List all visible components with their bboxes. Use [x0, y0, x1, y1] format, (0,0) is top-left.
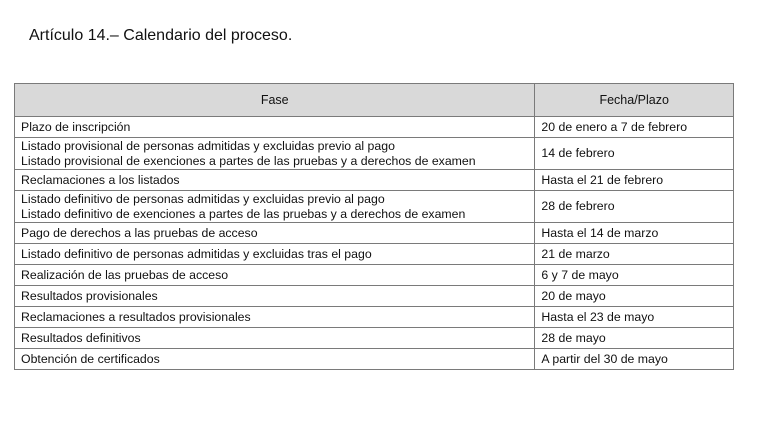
- cell-fase: [15, 191, 535, 223]
- table-row: [15, 244, 734, 265]
- fase-text: Pago de derechos a las pruebas de acceso: [21, 225, 258, 240]
- cell-fecha-plazo: Hasta el 21 de febrero: [535, 170, 734, 191]
- table-row: [15, 349, 734, 370]
- cell-fecha-plazo: 21 de marzo: [535, 244, 734, 265]
- table-row: [15, 138, 734, 170]
- cell-fase: [15, 286, 535, 307]
- fase-text: Listado provisional de personas admitidas y excluidas previo al pago: [21, 139, 395, 153]
- table-row: [15, 191, 734, 223]
- cell-fase: [15, 223, 535, 244]
- cell-fase: [15, 244, 535, 265]
- cell-fecha-plazo: 28 de mayo: [535, 328, 734, 349]
- cell-fase: [15, 328, 535, 349]
- calendar-table: [14, 83, 734, 370]
- table-body: [15, 117, 734, 370]
- fase-text: Reclamaciones a resultados provisionales: [21, 309, 251, 324]
- fase-text: Reclamaciones a los listados: [21, 172, 180, 187]
- fase-text: Listado definitivo de personas admitidas y excluidas previo al pago: [21, 192, 385, 206]
- cell-fecha-plazo: 6 y 7 de mayo: [535, 265, 734, 286]
- cell-fecha-plazo: 14 de febrero: [535, 138, 734, 170]
- cell-fase: [15, 170, 535, 191]
- table-row: [15, 170, 734, 191]
- cell-fase: [15, 307, 535, 328]
- fase-text: Plazo de inscripción: [21, 119, 131, 134]
- cell-fase: [15, 138, 535, 170]
- cell-fase: [15, 349, 535, 370]
- table-row: [15, 307, 734, 328]
- fase-text: Listado provisional de exenciones a partes de las pruebas y a derechos de examen: [21, 153, 476, 168]
- cell-fecha-plazo: A partir del 30 de mayo: [535, 349, 734, 370]
- cell-fecha-plazo: Hasta el 23 de mayo: [535, 307, 734, 328]
- fase-text: Resultados definitivos: [21, 330, 141, 345]
- header-fase: Fase: [15, 84, 535, 117]
- table-row: [15, 286, 734, 307]
- cell-fecha-plazo: 20 de enero a 7 de febrero: [535, 117, 734, 138]
- cell-fecha-plazo: 28 de febrero: [535, 191, 734, 223]
- cell-fase: [15, 265, 535, 286]
- table-row: [15, 265, 734, 286]
- fase-text: Listado definitivo de personas admitidas y excluidas tras el pago: [21, 246, 372, 261]
- table-header-row: [15, 84, 734, 117]
- fase-text: Realización de las pruebas de acceso: [21, 267, 229, 282]
- cell-fecha-plazo: Hasta el 14 de marzo: [535, 223, 734, 244]
- table-row: [15, 117, 734, 138]
- header-fecha-plazo: Fecha/Plazo: [535, 84, 734, 117]
- cell-fase: [15, 117, 535, 138]
- cell-fecha-plazo: 20 de mayo: [535, 286, 734, 307]
- fase-text: Obtención de certificados: [21, 351, 160, 366]
- fase-text: Resultados provisionales: [21, 288, 158, 303]
- table-row: [15, 223, 734, 244]
- table-row: [15, 328, 734, 349]
- article-heading: Artículo 14.– Calendario del proceso.: [29, 27, 293, 44]
- fase-text: Listado definitivo de exenciones a partes de las pruebas y a derechos de examen: [21, 206, 466, 221]
